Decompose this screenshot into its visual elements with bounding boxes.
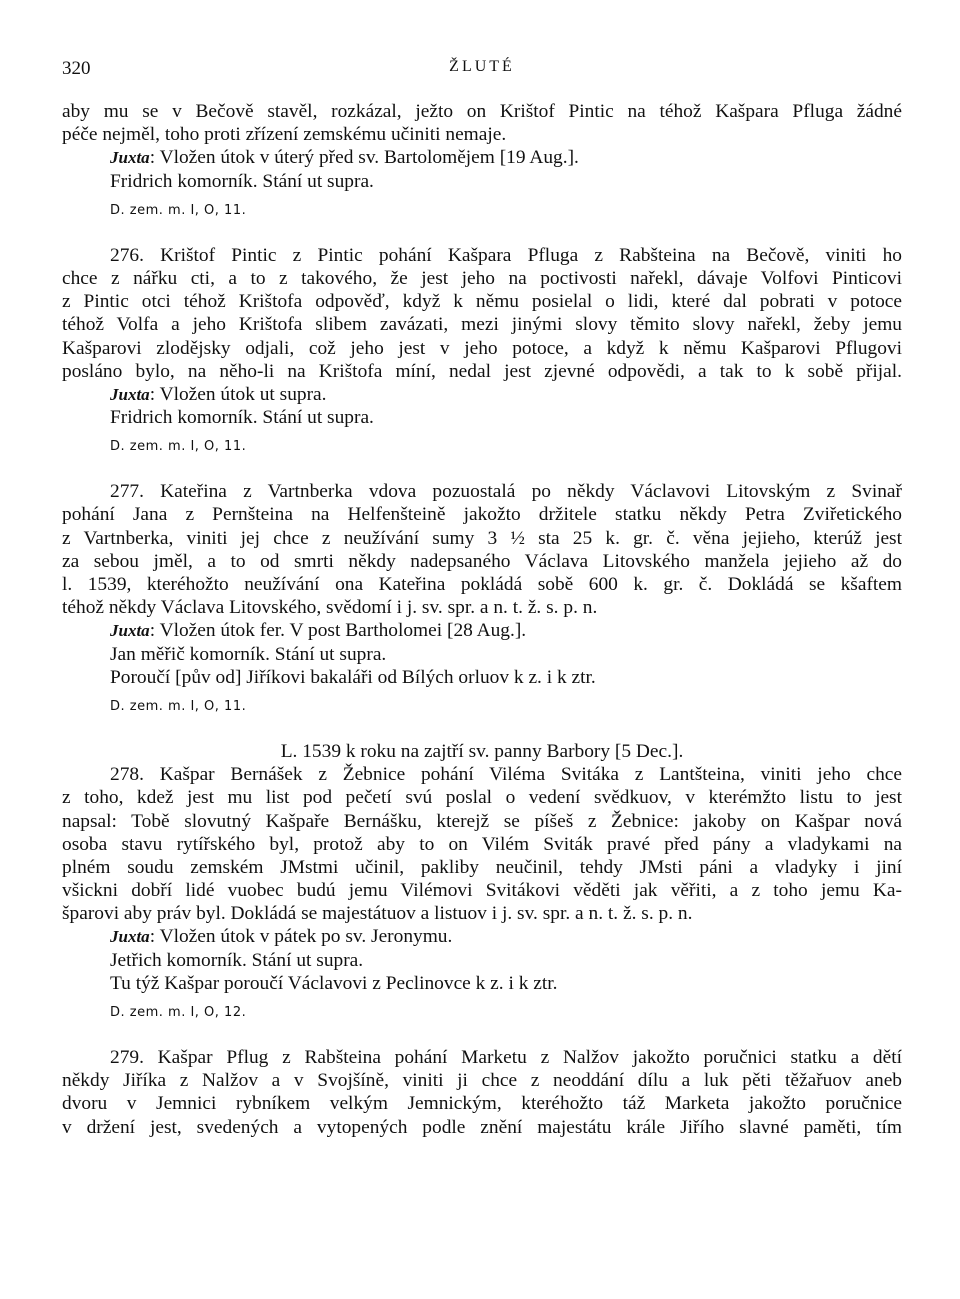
- juxta-line: [62, 925, 902, 948]
- entry-278: [62, 740, 902, 1024]
- entry-279: [62, 1046, 902, 1139]
- source-reference: D. zem. m. I, O, 11.: [110, 439, 247, 455]
- page-number: 320: [62, 58, 91, 79]
- text-line: 276. Krištof Pintic z Pintic pohání Kašpara Pfluga z Rabšteina na Bečově, viniti ho: [110, 244, 902, 266]
- juxta-label: Juxta: [110, 927, 150, 947]
- text-line: plném soudu zemském JMstmi učinil, pakliby neučinil, tehdy JMsti páni a vladyky i jiní: [62, 856, 902, 878]
- text-line: šparovi aby práv byl. Dokládá se majestátuov a listuov i j. sv. spr. a n. t. ž. s. p. n.: [62, 903, 693, 925]
- text-line: posláno bylo, na něho-li na Krištofa míní, nedal jest zjevné odpovědi, a tak to k sobě přijal.: [62, 360, 902, 382]
- juxta-label: Juxta: [110, 621, 150, 641]
- entry-277: [62, 480, 902, 718]
- source-reference: D. zem. m. I, O, 11.: [110, 698, 247, 714]
- text-line: osoba stavu rytířského byl, protož aby to on Vilém Sviták pravé před pány a vladykami na: [62, 833, 902, 855]
- text-line: z Pintic otci téhož Krištofa odpověď, když k němu posielal o lidi, které dal pobrati v potoce: [62, 291, 902, 313]
- text-line: chce z nářku cti, a to z takového, že jest jeho na poctivosti nařekl, dávaje Volfovi Pinticovi: [62, 267, 902, 289]
- juxta-line: [62, 619, 902, 642]
- text-line: péče nejměl, toho proti zřízení zemskému učiniti nemaje.: [62, 124, 507, 146]
- note-line: Fridrich komorník. Stání ut supra.: [110, 170, 374, 192]
- juxta-text: : Vložen útok ut supra.: [149, 383, 327, 405]
- text-line: pohání Jana z Pernšteina na Helfenšteině jakožto držitele statku někdy Petra Zviřetického: [62, 504, 902, 526]
- entry-276: [62, 244, 902, 459]
- text-line: v držení jest, svedených a vytopených podle znění majestátu krále Jiřího slavné paměti, tím: [62, 1116, 902, 1138]
- spacer: [62, 718, 902, 740]
- page-content: [62, 100, 902, 1139]
- note-line: Fridrich komorník. Stání ut supra.: [110, 407, 374, 429]
- text-line: někdy Jiříka z Nalžov a v Svojšíně, viniti ji chce z neoddání dílu a luk pěti těžařuov aneb: [62, 1070, 902, 1092]
- page-header: [62, 58, 902, 84]
- note-line: Poroučí [pův od] Jiříkovi bakaláři od Bílých orluov k z. i k ztr.: [110, 666, 596, 688]
- juxta-text: : Vložen útok v pátek po sv. Jeronymu.: [149, 926, 453, 948]
- juxta-line: [62, 383, 902, 406]
- text-line: za sebou jměl, a to od smrti někdy nadepsaného Václava Litovského manžela jejieho až do: [62, 550, 902, 572]
- text-line: z Vartnberka, viniti jej chce z neužívání sumy 3 ½ sta 25 k. gr. č. věna jejieho, kterúž jest: [62, 527, 902, 549]
- source-reference: D. zem. m. I, O, 12.: [110, 1005, 247, 1020]
- spacer: [62, 222, 902, 244]
- juxta-label: Juxta: [110, 384, 150, 404]
- text-line: napsal: Tobě slovutný Kašpaře Bernášku, kterejž se píšeš z Žebnice: jakoby on Kašpar nová: [62, 810, 902, 832]
- text-line: téhož někdy Václava Litovského, svědomí i j. sv. spr. a n. t. ž. s. p. n.: [62, 597, 598, 619]
- running-title: ŽLUTÉ: [449, 58, 515, 75]
- source-reference: D. zem. m. I, O, 11.: [110, 202, 247, 218]
- juxta-line: [62, 146, 902, 169]
- text-line: téhož Volfa a jeho Krištofa slibem zavázati, mezi jinými slovy těmito slovy nařekl, žeby jemu: [62, 314, 902, 336]
- text-line: Kašparovi zlodějsky odjali, což jeho jest v jeho potoce, a když k němu Kašparovi Pflugovi: [62, 337, 902, 359]
- text-line: dvoru v Jemnici rybníkem velkým Jemnickým, kteréhožto táž Marketa jakožto poručnice: [62, 1093, 902, 1115]
- juxta-text: : Vložen útok fer. V post Bartholomei [28 Aug.].: [149, 620, 527, 642]
- text-line: l. 1539, kteréhožto neužívání ona Kateřina pokládá sobě 600 k. gr. č. Dokládá se kšaftem: [62, 574, 902, 595]
- text-line: z toho, kdež jest mu list pod pečetí svú poslal o vedení svědkuov, v kterémžto listu to jest: [62, 787, 902, 809]
- text-line: 278. Kašpar Bernášek z Žebnice pohání Viléma Svitáka z Lantšteina, viniti jeho chce: [110, 764, 902, 786]
- text-line: aby mu se v Bečově stavěl, rozkázal, ježto on Krištof Pintic na téhož Kašpara Pfluga žádné: [62, 101, 902, 122]
- spacer: [62, 1024, 902, 1046]
- note-line: Tu týž Kašpar poroučí Václavovi z Peclinovce k z. i k ztr.: [110, 972, 558, 994]
- text-line: 277. Kateřina z Vartnberka vdova pozuostalá po někdy Václavovi Litovským z Svinař: [110, 481, 902, 503]
- juxta-text: : Vložen útok v úterý před sv. Bartolomějem [19 Aug.].: [149, 147, 579, 169]
- text-line: 279. Kašpar Pflug z Rabšteina pohání Marketu z Nalžov jakožto poručnici statku a dětí: [110, 1047, 902, 1068]
- text-line: všickni dobří lidé vuobec budú jemu Vilémovi Svitákovi věděti jak věřiti, a z toho jemu Ka-: [62, 880, 902, 902]
- note-line: Jetřich komorník. Stání ut supra.: [110, 949, 364, 971]
- note-line: Jan měřič komorník. Stání ut supra.: [110, 643, 387, 665]
- entry-continuation: [62, 100, 902, 222]
- spacer: [62, 458, 902, 480]
- juxta-label: Juxta: [110, 148, 150, 168]
- section-heading: L. 1539 k roku na zajtří sv. panny Barbory [5 Dec.].: [280, 740, 684, 762]
